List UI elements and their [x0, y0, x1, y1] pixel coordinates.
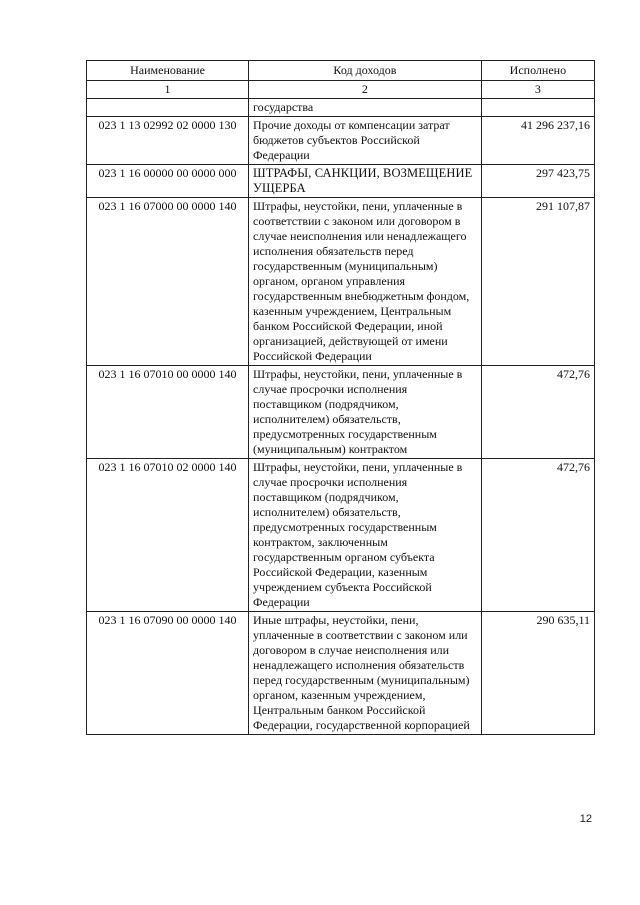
column-number-3: 3	[481, 81, 594, 99]
row-name: ШТРАФЫ, САНКЦИИ, ВОЗМЕЩЕНИЕ УЩЕРБА	[249, 165, 482, 198]
row-code: 023 1 16 00000 00 0000 000	[87, 165, 249, 198]
row-name: Иные штрафы, неустойки, пени, уплаченные в соответствии с законом или договором в случае неисполнения или ненадлежащего исполнения обязательств перед государственным (муниципальным) органом, казенным учреждением, Центральным банком Российской Федерации, государственной корпорацией	[249, 612, 482, 735]
row-code: 023 1 16 07000 00 0000 140	[87, 198, 249, 366]
page-number: 12	[579, 813, 592, 825]
header-code: Код доходов	[249, 61, 482, 81]
table-header	[87, 61, 595, 99]
column-number-2: 2	[249, 81, 482, 99]
row-name: Штрафы, неустойки, пени, уплаченные в случае просрочки исполнения поставщиком (подрядчиком, исполнителем) обязательств, предусмотренных государственным (муниципальным) контрактом	[249, 366, 482, 459]
header-row	[87, 61, 595, 81]
row-amount	[481, 99, 594, 117]
column-number-row	[87, 81, 595, 99]
table-row	[87, 198, 595, 366]
table-body	[87, 99, 595, 735]
table-row	[87, 99, 595, 117]
row-code: 023 1 13 02992 02 0000 130	[87, 117, 249, 165]
column-number-1: 1	[87, 81, 249, 99]
table-row	[87, 459, 595, 612]
row-amount: 472,76	[481, 366, 594, 459]
table-row	[87, 612, 595, 735]
row-name: Прочие доходы от компенсации затрат бюджетов субъектов Российской Федерации	[249, 117, 482, 165]
revenue-table	[86, 60, 595, 735]
row-code: 023 1 16 07090 00 0000 140	[87, 612, 249, 735]
header-name: Наименование	[87, 61, 249, 81]
row-name: Штрафы, неустойки, пени, уплаченные в соответствии с законом или договором в случае неисполнения или ненадлежащего исполнения обязательств перед государственным (муниципальным) органом, органом управления государственным внебюджетным фондом, казенным учреждением, Центральным банком Российской Федерации, иной организацией, действующей от имени Российской Федерации	[249, 198, 482, 366]
row-amount: 41 296 237,16	[481, 117, 594, 165]
table-row	[87, 117, 595, 165]
row-amount: 297 423,75	[481, 165, 594, 198]
header-executed: Исполнено	[481, 61, 594, 81]
row-name: Штрафы, неустойки, пени, уплаченные в случае просрочки исполнения поставщиком (подрядчиком, исполнителем) обязательств, предусмотренных государственным контрактом, заключенным государственным органом субъекта Российской Федерации, казенным учреждением субъекта Российской Федерации	[249, 459, 482, 612]
row-code: 023 1 16 07010 02 0000 140	[87, 459, 249, 612]
row-amount: 290 635,11	[481, 612, 594, 735]
table-row	[87, 366, 595, 459]
row-amount: 291 107,87	[481, 198, 594, 366]
row-name: государства	[249, 99, 482, 117]
row-code	[87, 99, 249, 117]
table-row	[87, 165, 595, 198]
row-code: 023 1 16 07010 00 0000 140	[87, 366, 249, 459]
row-amount: 472,76	[481, 459, 594, 612]
